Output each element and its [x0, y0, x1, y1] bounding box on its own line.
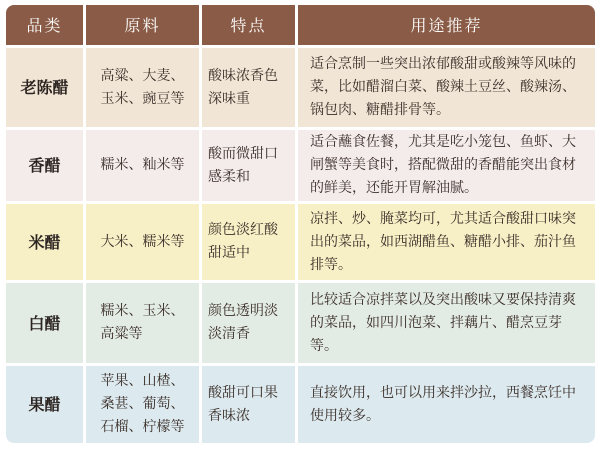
row-name: 老陈醋	[6, 48, 83, 127]
row-features	[202, 130, 295, 201]
row-materials	[86, 204, 199, 280]
features-text: 酸甜可口果香味浓	[208, 384, 278, 424]
header-features: 特点	[202, 5, 295, 45]
row-usage: 凉拌、炒、腌菜均可，尤其适合酸甜口味突出的菜品，如西湖醋鱼、糖醋小排、茄汁鱼排等。	[298, 204, 595, 280]
row-name: 果醋	[6, 366, 83, 443]
row-usage: 比较适合凉拌菜以及突出酸味又要保持清爽的菜品，如四川泡菜、拌藕片、醋烹豆芽等。	[298, 283, 595, 363]
row-materials	[86, 283, 199, 363]
header-materials: 原料	[86, 5, 199, 45]
materials-text: 苹果、山楂、桑葚、葡萄、石榴、柠檬等	[100, 373, 185, 435]
features-text: 颜色淡红酸甜适中	[208, 222, 278, 261]
row-usage: 适合蘸食佐餐，尤其是吃小笼包、鱼虾、大闸蟹等美食时，搭配微甜的香醋能突出食材的鲜美，还能开胃解油腻。	[298, 130, 595, 201]
header-usage: 用途推荐	[298, 5, 595, 45]
row-features	[202, 48, 295, 127]
materials-text: 大米、糯米等	[100, 233, 185, 250]
features-text: 酸而微甜口感柔和	[208, 145, 278, 185]
row-name: 白醋	[6, 283, 83, 363]
row-materials	[86, 366, 199, 443]
row-features	[202, 366, 295, 443]
materials-text: 糯米、玉米、高粱等	[100, 303, 185, 342]
vinegar-table	[6, 5, 595, 451]
row-features	[202, 283, 295, 363]
row-materials	[86, 130, 199, 201]
row-features	[202, 204, 295, 280]
features-text: 颜色透明淡淡清香	[208, 303, 278, 342]
materials-text: 高粱、大麦、玉米、豌豆等	[100, 67, 185, 107]
materials-text: 糯米、籼米等	[100, 157, 185, 173]
row-usage: 适合烹制一些突出浓郁酸甜或酸辣等风味的菜，比如醋溜白菜、酸辣土豆丝、酸辣汤、锅包肉、糖醋排骨等。	[298, 48, 595, 127]
row-usage: 直接饮用，也可以用来拌沙拉，西餐烹饪中使用较多。	[298, 366, 595, 443]
header-category: 品类	[6, 5, 83, 45]
row-materials	[86, 48, 199, 127]
row-name: 香醋	[6, 130, 83, 201]
row-name: 米醋	[6, 204, 83, 280]
features-text: 酸味浓香色深味重	[208, 67, 278, 107]
